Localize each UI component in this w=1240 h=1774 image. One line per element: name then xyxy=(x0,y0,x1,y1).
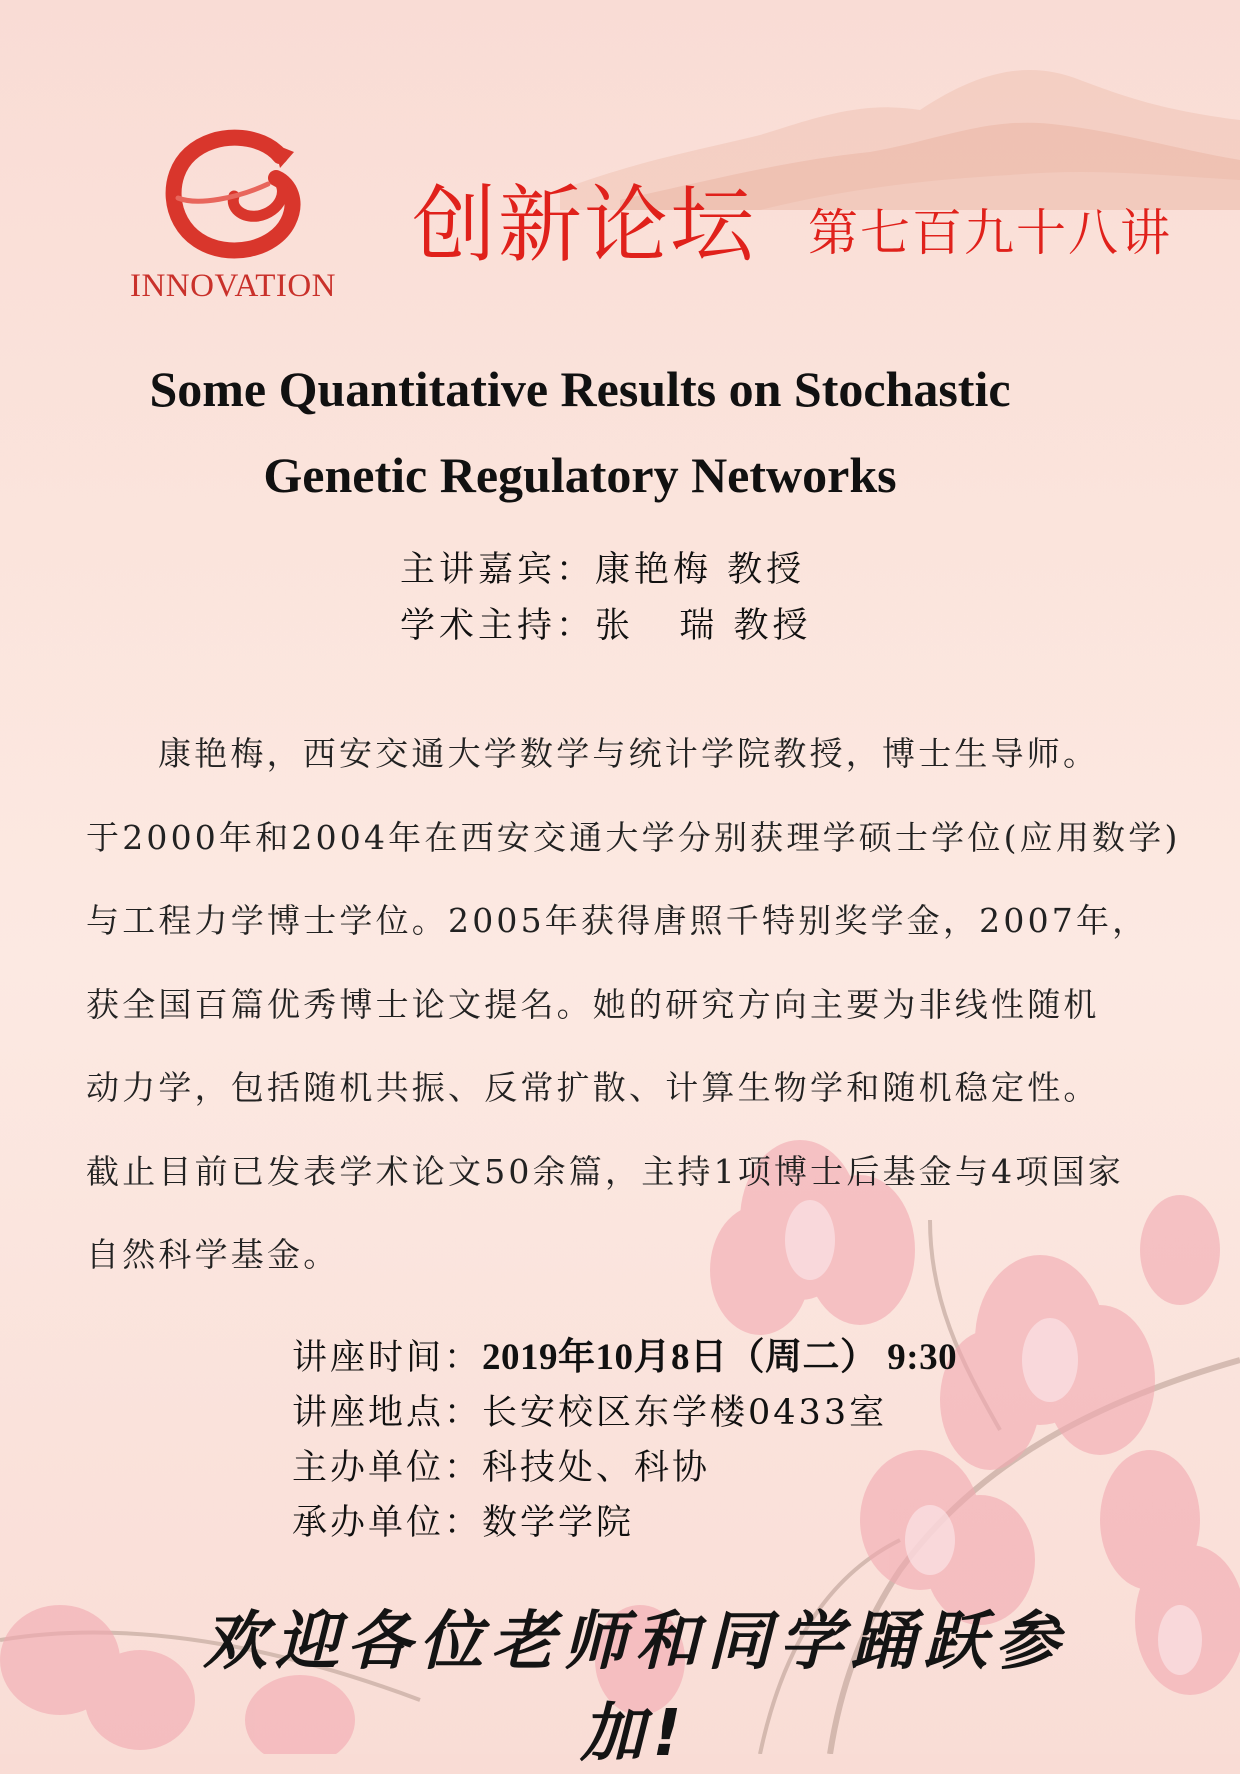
bio-line: 动力学，包括随机共振、反常扩散、计算生物学和随机稳定性。 xyxy=(86,1068,1100,1107)
bio-line: 于2000年和2004年在西安交通大学分别获理学硕士学位(应用数学) xyxy=(86,817,1181,857)
speaker-line: 主讲嘉宾：康艳梅 教授 xyxy=(400,550,806,590)
bio-line: 康艳梅，西安交通大学数学与统计学院教授，博士生导师。 xyxy=(158,734,1100,773)
welcome-slogan: 欢迎各位老师和同学踊跃参加! xyxy=(203,1605,1067,1771)
bio-line: 自然科学基金。 xyxy=(86,1235,340,1274)
organizer-label: 主办单位： xyxy=(292,1448,483,1488)
lecture-number: 第七百九十八讲 xyxy=(808,204,1172,262)
innovation-logo xyxy=(118,128,348,308)
talk-title-line-1: Some Quantitative Results on Stochastic xyxy=(149,361,1011,417)
organizer-row xyxy=(292,1441,957,1496)
bio-line: 与工程力学博士学位。2005年获得唐照千特别奖学金，2007年， xyxy=(86,901,1149,940)
place-row xyxy=(292,1386,957,1441)
place-label: 讲座地点： xyxy=(292,1393,483,1433)
talk-title xyxy=(80,346,1080,518)
time-value: 2019年10月8日（周二） 9:30 xyxy=(482,1337,958,1378)
organizer-value: 科技处、科协 xyxy=(482,1448,711,1488)
speaker-roles xyxy=(400,542,812,654)
bio-line: 截止目前已发表学术论文50余篇，主持1项博士后基金与4项国家 xyxy=(86,1151,1124,1191)
bio-line: 获全国百篇优秀博士论文提名。她的研究方向主要为非线性随机 xyxy=(86,984,1100,1024)
time-label: 讲座时间： xyxy=(292,1338,483,1378)
talk-title-line-2: Genetic Regulatory Networks xyxy=(263,447,897,503)
place-value: 长安校区东学楼0433室 xyxy=(482,1393,888,1433)
lecture-details xyxy=(292,1330,957,1551)
host-unit-label: 承办单位： xyxy=(292,1503,483,1543)
host-unit-value: 数学学院 xyxy=(482,1503,635,1543)
logo-text: INNOVATION xyxy=(129,268,337,304)
time-row xyxy=(292,1330,957,1386)
speaker-bio xyxy=(86,712,1181,1297)
swirl-logo-icon xyxy=(158,128,308,263)
host-line: 学术主持：张 瑞 教授 xyxy=(400,606,812,646)
forum-title: 创新论坛 xyxy=(412,176,757,274)
host-unit-row xyxy=(292,1496,957,1551)
